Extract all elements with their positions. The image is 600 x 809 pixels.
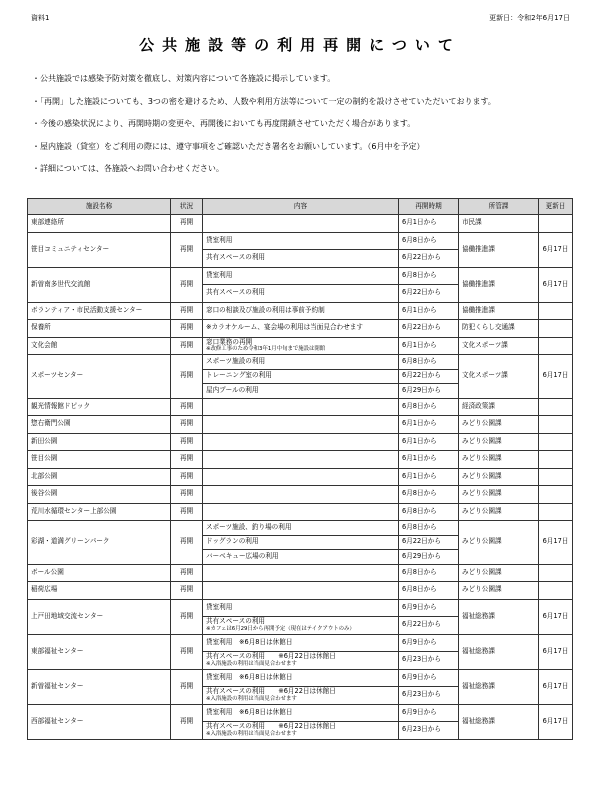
facility-name: 東部福祉センター [28,634,171,669]
content-note: ※改修工事のため令和3年1月中旬まで施設は閉館 [206,346,326,353]
notice-list [32,74,572,187]
facility-updated [539,215,573,233]
facility-status: 再開 [171,521,203,565]
facility-status: 再開 [171,337,203,355]
table-row [28,582,573,600]
facility-name: スポーツセンター [28,355,171,399]
facility-status: 再開 [171,599,203,634]
facility-department: 福祉総務課 [459,704,539,739]
facility-name: ボランティア・市民活動支援センター [28,302,171,320]
table-body [28,215,573,740]
facility-content [203,302,399,320]
update-date: 更新日：令和2年6月17日 [489,14,570,22]
facility-content [203,599,399,617]
table-row [28,704,573,722]
content-text: 共有スペースの利用 ※6月22日は休館日 [206,652,336,661]
facility-status: 再開 [171,564,203,582]
facility-department: 文化スポーツ課 [459,337,539,355]
facility-content [203,582,399,600]
facility-content [203,369,399,384]
content-text: 共有スペースの利用 [206,617,266,626]
table-row [28,521,573,536]
reopen-date: 6月9日から [399,669,459,687]
facility-name: 観光情報館ドピック [28,398,171,416]
facility-department: 防犯くらし交通課 [459,320,539,338]
facility-content [203,617,399,635]
facility-content [203,669,399,687]
content-text: 共有スペースの利用 ※6月22日は休館日 [206,687,336,696]
header-reopen-date: 再開時期 [399,199,459,215]
table-row [28,215,573,233]
reopen-date: 6月8日から [399,486,459,504]
facility-status: 再開 [171,582,203,600]
content-text: 貸室利用 ※6月8日は休館日 [206,672,293,681]
facility-name: ボール公園 [28,564,171,582]
content-text: 貸室利用 ※6月8日は休館日 [206,637,293,646]
content-text: 貸室利用 [206,602,233,611]
facility-updated [539,320,573,338]
facility-status: 再開 [171,433,203,451]
facility-content [203,451,399,469]
facility-department: みどり公園課 [459,521,539,565]
reopen-date: 6月1日から [399,468,459,486]
facility-status: 再開 [171,232,203,267]
facility-updated [539,337,573,355]
content-text: 窓口業務の再開 [206,337,253,346]
facility-department: みどり公園課 [459,503,539,521]
facility-status: 再開 [171,451,203,469]
content-text: 共有スペースの利用 [206,288,266,297]
content-text: 貸室利用 [206,270,233,279]
facility-updated [539,468,573,486]
facility-updated [539,486,573,504]
table-row [28,503,573,521]
content-text: 共有スペースの利用 [206,253,266,262]
facility-status: 再開 [171,215,203,233]
content-text: ※カラオケルーム、宴会場の利用は当面見合わせます [206,323,363,332]
table-row [28,320,573,338]
table-row [28,599,573,617]
reopen-date: 6月23日から [399,687,459,705]
facility-content [203,468,399,486]
reopen-date: 6月22日から [399,535,459,550]
facility-department: 経済政策課 [459,398,539,416]
content-text: 貸室利用 [206,235,233,244]
facility-name: 稲荷広場 [28,582,171,600]
table-row [28,267,573,285]
facility-updated [539,582,573,600]
facility-content [203,503,399,521]
facility-content [203,687,399,705]
facility-updated: 6月17日 [539,634,573,669]
reopen-date: 6月1日から [399,215,459,233]
facility-status: 再開 [171,416,203,434]
facility-status: 再開 [171,302,203,320]
facility-department: みどり公園課 [459,582,539,600]
table-row [28,232,573,250]
facility-content [203,337,399,355]
content-note: ※入浴施設の利用は当面見合わせます [206,660,297,667]
facility-status: 再開 [171,320,203,338]
notice-item: ・屋内施設（貸室）をご利用の際には、遵守事項をご確認いただき署名をお願いしています。（6月中を予定） [32,141,425,151]
reopen-date: 6月23日から [399,722,459,740]
content-note: ※入浴施設の利用は当面見合わせます [206,730,297,737]
content-text: ドッグランの利用 [206,537,259,546]
content-text: スポーツ施設の利用 [206,356,266,365]
facility-name: 新曽福祉センター [28,669,171,704]
facility-updated [539,302,573,320]
header-department: 所管課 [459,199,539,215]
notice-item: ・詳細については、各施設へお問い合わせください。 [32,164,224,174]
facility-name: 新田公園 [28,433,171,451]
facility-status: 再開 [171,486,203,504]
content-note: ※カフェは6月29日から再開予定（現在はテイクアウトのみ） [206,625,355,632]
facility-table [27,198,573,740]
facility-department: 福祉総務課 [459,599,539,634]
facility-updated: 6月17日 [539,669,573,704]
facility-department: 福祉総務課 [459,634,539,669]
table-row [28,398,573,416]
header-status: 状況 [171,199,203,215]
facility-department: みどり公園課 [459,433,539,451]
reopen-date: 6月8日から [399,398,459,416]
facility-department: 文化スポーツ課 [459,355,539,399]
reopen-date: 6月8日から [399,521,459,536]
reopen-date: 6月8日から [399,503,459,521]
facility-department: 市民課 [459,215,539,233]
facility-name: 保養所 [28,320,171,338]
reopen-date: 6月8日から [399,232,459,250]
content-text: 屋内プールの利用 [206,385,259,394]
notice-item: ・今後の感染状況により、再開時期の変更や、再開後においても再度閉鎖させていただく場合があります。 [32,119,416,129]
facility-content [203,250,399,268]
reopen-date: 6月22日から [399,250,459,268]
facility-name: 文化会館 [28,337,171,355]
facility-updated [539,416,573,434]
facility-updated [539,564,573,582]
facility-name: 北部公園 [28,468,171,486]
facility-content [203,535,399,550]
table-row [28,451,573,469]
notice-item: ・公共施設では感染予防対策を徹底し、対策内容について各施設に掲示しています。 [32,74,336,83]
facility-updated [539,503,573,521]
facility-status: 再開 [171,267,203,302]
facility-department: みどり公園課 [459,416,539,434]
table-row [28,486,573,504]
facility-updated [539,398,573,416]
facility-name: 笹目公園 [28,451,171,469]
reopen-date: 6月9日から [399,634,459,652]
facility-name: 笹目コミュニティセンター [28,232,171,267]
reopen-date: 6月8日から [399,582,459,600]
facility-updated: 6月17日 [539,599,573,634]
facility-updated: 6月17日 [539,704,573,739]
facility-name: 上戸田地域交流センター [28,599,171,634]
table-row [28,468,573,486]
facility-status: 再開 [171,398,203,416]
reopen-date: 6月1日から [399,433,459,451]
facility-content [203,564,399,582]
reopen-date: 6月9日から [399,704,459,722]
table-row [28,669,573,687]
reopen-date: 6月1日から [399,337,459,355]
notice-item: ・「再開」した施設についても、3つの密を避けるため、人数や利用方法等について一定の制約を設けさせていただいております。 [32,96,496,106]
facility-name: 西部福祉センター [28,704,171,739]
reopen-date: 6月29日から [399,384,459,399]
content-note: ※入浴施設の利用は当面見合わせます [206,695,297,702]
facility-content [203,722,399,740]
facility-department: 福祉総務課 [459,669,539,704]
facility-updated [539,433,573,451]
facility-department: みどり公園課 [459,468,539,486]
reopen-date: 6月29日から [399,550,459,565]
table-row [28,564,573,582]
facility-name: 荒川水循環センター上部公園 [28,503,171,521]
facility-content [203,232,399,250]
reopen-date: 6月8日から [399,355,459,370]
facility-content [203,521,399,536]
facility-updated [539,451,573,469]
reopen-date: 6月9日から [399,599,459,617]
facility-status: 再開 [171,634,203,669]
facility-content [203,267,399,285]
facility-content [203,433,399,451]
table-header-row [28,199,573,215]
reopen-date: 6月1日から [399,302,459,320]
document-id: 資料1 [31,14,50,22]
facility-name: 後谷公園 [28,486,171,504]
facility-content [203,634,399,652]
facility-content [203,416,399,434]
facility-updated: 6月17日 [539,267,573,302]
facility-content [203,486,399,504]
reopen-date: 6月1日から [399,416,459,434]
reopen-date: 6月8日から [399,267,459,285]
reopen-date: 6月1日から [399,451,459,469]
facility-name: 新曽南多世代交流館 [28,267,171,302]
reopen-date: 6月8日から [399,564,459,582]
facility-status: 再開 [171,669,203,704]
table-row [28,337,573,355]
table-row [28,433,573,451]
reopen-date: 6月23日から [399,652,459,670]
facility-status: 再開 [171,355,203,399]
facility-content [203,215,399,233]
header-facility-name: 施設名称 [28,199,171,215]
table-row [28,302,573,320]
content-text: バーベキュー広場の利用 [206,551,279,560]
facility-name: 惣右衛門公園 [28,416,171,434]
facility-name: 東部連絡所 [28,215,171,233]
facility-status: 再開 [171,503,203,521]
header-content: 内容 [203,199,399,215]
facility-content [203,384,399,399]
facility-name: 彩湖・道満グリーンパーク [28,521,171,565]
reopen-date: 6月22日から [399,285,459,303]
facility-updated: 6月17日 [539,521,573,565]
reopen-date: 6月22日から [399,320,459,338]
content-text: 共有スペースの利用 ※6月22日は休館日 [206,722,336,731]
facility-department: みどり公園課 [459,451,539,469]
content-text: スポーツ施設、釣り場の利用 [206,522,292,531]
table-row [28,634,573,652]
facility-status: 再開 [171,704,203,739]
facility-updated: 6月17日 [539,355,573,399]
facility-content [203,550,399,565]
facility-department: 協働推進課 [459,267,539,302]
facility-department: みどり公園課 [459,486,539,504]
facility-department: 協働推進課 [459,232,539,267]
facility-content [203,320,399,338]
page-title: 公共施設等の利用再開について [139,36,461,54]
facility-department: みどり公園課 [459,564,539,582]
facility-content [203,398,399,416]
facility-content [203,285,399,303]
content-text: 窓口の相談及び施設の利用は事前予約制 [206,305,325,314]
facility-content [203,355,399,370]
reopen-date: 6月22日から [399,369,459,384]
table-row [28,355,573,370]
facility-status: 再開 [171,468,203,486]
header-updated: 更新日 [539,199,573,215]
content-text: 貸室利用 ※6月8日は休館日 [206,707,293,716]
table-row [28,416,573,434]
facility-content [203,704,399,722]
facility-updated: 6月17日 [539,232,573,267]
content-text: トレーニング室の利用 [206,371,272,380]
facility-department: 協働推進課 [459,302,539,320]
reopen-date: 6月22日から [399,617,459,635]
facility-content [203,652,399,670]
